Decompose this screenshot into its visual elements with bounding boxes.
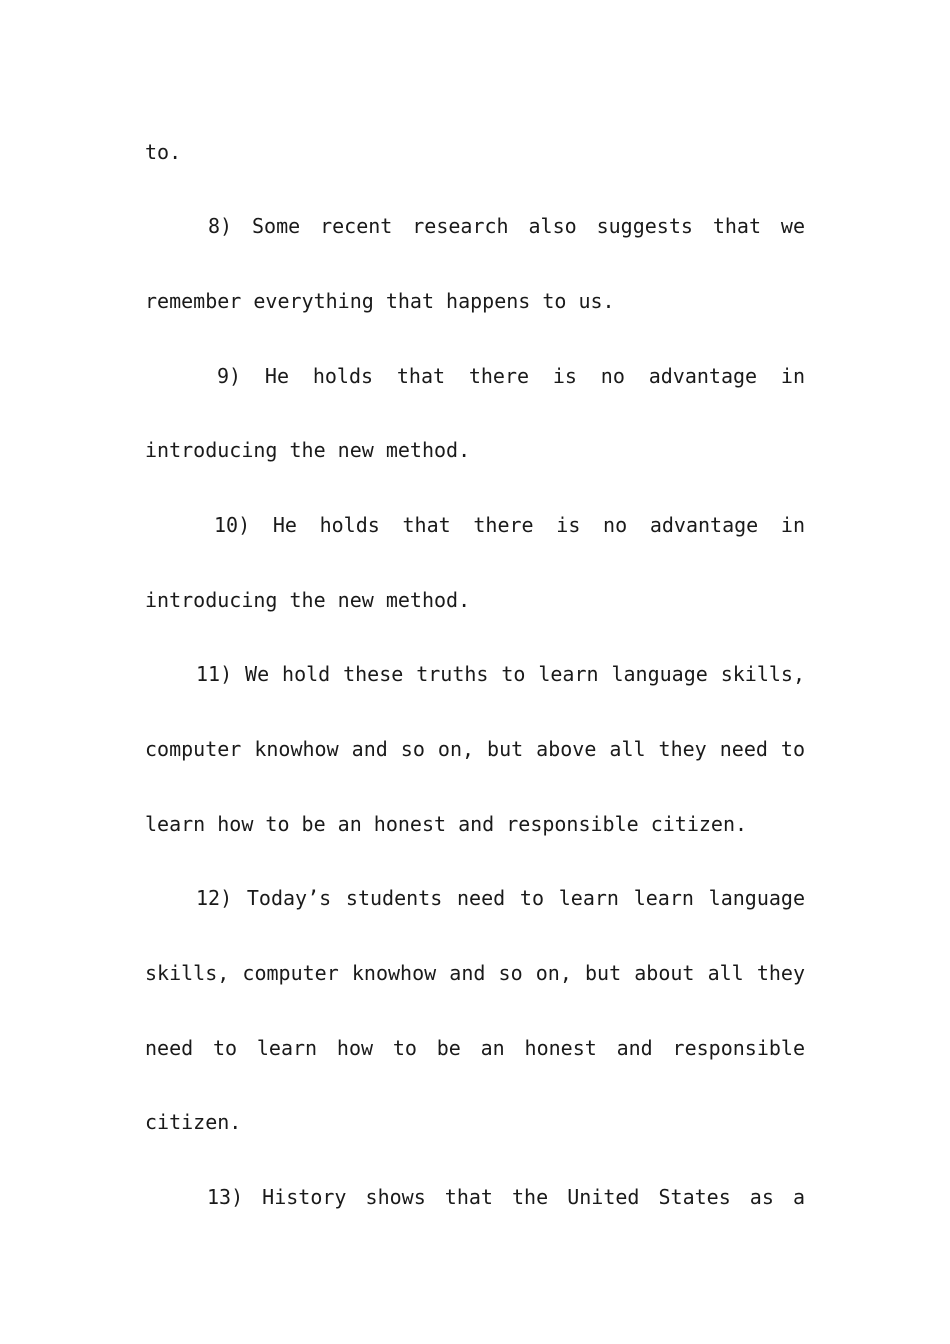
paragraph-10-line-1: 10) He holds that there is no advantage in — [214, 513, 805, 537]
paragraph-12-line-3: need to learn how to be an honest and responsible — [145, 1036, 805, 1060]
paragraph-12-line-4: citizen. — [145, 1110, 242, 1134]
paragraph-11-line-2: computer knowhow and so on, but above all they need to — [145, 737, 805, 761]
paragraph-9-line-2: introducing the new method. — [145, 438, 471, 462]
paragraph-12-line-2: skills, computer knowhow and so on, but about all they — [145, 961, 805, 985]
paragraph-12-line-1: 12) Today’s students need to learn learn language — [196, 886, 805, 910]
paragraph-8-line-2: remember everything that happens to us. — [145, 289, 615, 313]
paragraph-11-line-1: 11) We hold these truths to learn language skills, — [196, 662, 805, 686]
paragraph-11-line-3: learn how to be an honest and responsible citizen. — [145, 812, 748, 836]
text-line: to. — [145, 140, 182, 164]
paragraph-13-line-1: 13) History shows that the United States as a — [207, 1185, 805, 1209]
paragraph-10-line-2: introducing the new method. — [145, 588, 471, 612]
paragraph-8-line-1: 8) Some recent research also suggests that we — [208, 214, 805, 238]
paragraph-9-line-1: 9) He holds that there is no advantage in — [217, 364, 805, 388]
